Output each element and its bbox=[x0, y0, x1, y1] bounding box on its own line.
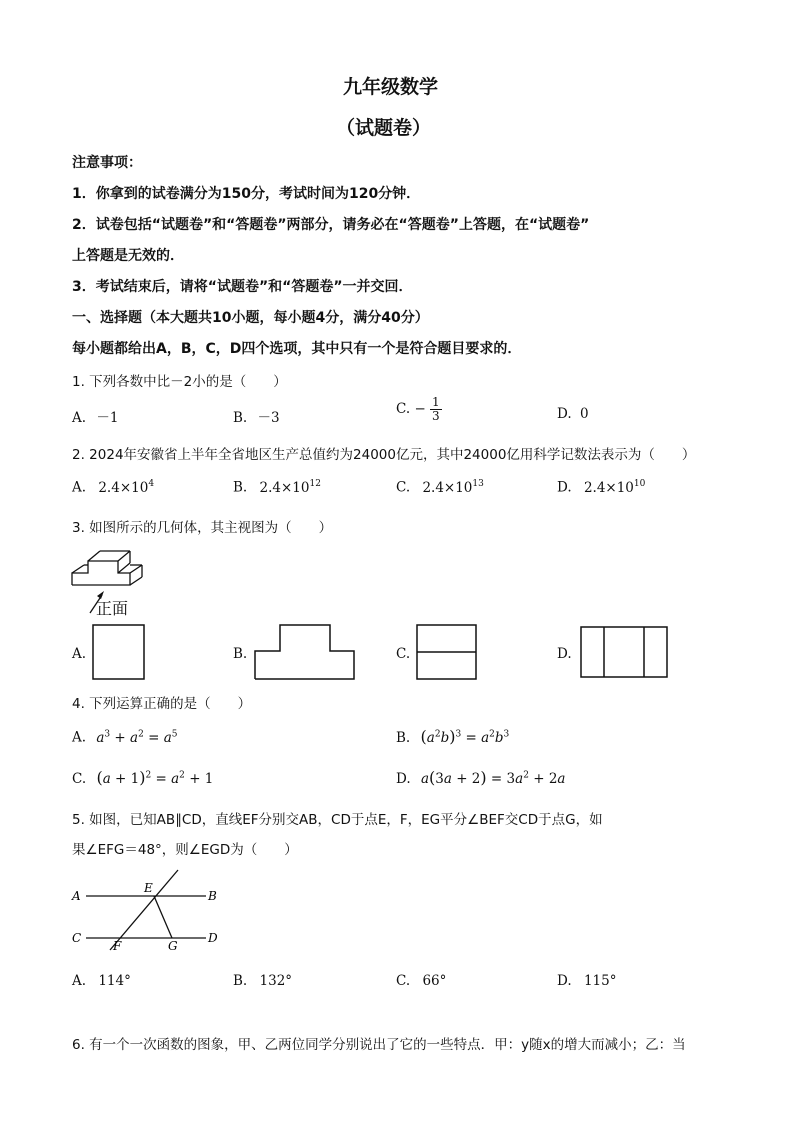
option-text: －1 bbox=[96, 410, 119, 426]
option-text: 0 bbox=[579, 406, 589, 422]
option-label: A. bbox=[72, 973, 87, 989]
q1-option-d bbox=[557, 406, 589, 422]
q3-option-b-label: B. bbox=[233, 646, 248, 662]
option-label: C. bbox=[396, 401, 411, 417]
q5-stem-line-1: 5. 如图，已知AB∥CD，直线EF分别交AB，CD于点E，F，EG平分∠BEF交CD于点G，如 bbox=[72, 812, 603, 828]
point-g-label: G bbox=[168, 939, 178, 953]
option-label: B. bbox=[233, 410, 248, 426]
point-b-label: B bbox=[208, 889, 217, 903]
option-label: A. bbox=[72, 410, 87, 426]
notice-heading: 注意事项： bbox=[72, 155, 142, 171]
option-label: C. bbox=[72, 771, 87, 787]
option-label: B. bbox=[233, 973, 248, 989]
point-f-label: F bbox=[113, 939, 122, 953]
option-text: 2.4×10 bbox=[422, 479, 473, 496]
option-label: C. bbox=[396, 479, 411, 496]
q2-option-c bbox=[396, 479, 484, 496]
exponent: 4 bbox=[148, 479, 155, 489]
exponent: 10 bbox=[633, 479, 646, 489]
front-view-label: 正面 bbox=[96, 599, 129, 618]
option-text: －3 bbox=[257, 410, 280, 426]
q3-stem: 3. 如图所示的几何体，其主视图为（ ） bbox=[72, 520, 333, 536]
notice-item-1: 1．你拿到的试卷满分为150分，考试时间为120分钟． bbox=[72, 186, 421, 202]
q3-option-a-figure bbox=[92, 624, 146, 682]
q3-option-c-figure bbox=[416, 624, 478, 682]
option-text: 115° bbox=[583, 973, 617, 989]
q4-option-c bbox=[72, 768, 213, 787]
exponent: 13 bbox=[472, 479, 484, 489]
q5-option-c bbox=[396, 973, 446, 989]
option-label: B. bbox=[396, 730, 411, 746]
option-text: 132° bbox=[259, 973, 293, 989]
option-label: A. bbox=[72, 479, 87, 496]
option-label: B. bbox=[233, 479, 248, 496]
option-label: D. bbox=[557, 973, 572, 989]
option-label: D. bbox=[396, 771, 411, 787]
option-expression: $a(3a + 2) = 3a^2 + 2a$ bbox=[420, 768, 566, 787]
option-expression: $(a^2b)^3 = a^2b^3$ bbox=[420, 727, 510, 746]
notice-item-3: 3．考试结束后，请将“试题卷”和“答题卷”一并交回． bbox=[72, 279, 413, 295]
q1-option-a bbox=[72, 406, 118, 426]
q5-stem-line-2: 果∠EFG＝48°，则∠EGD为（ ） bbox=[72, 842, 298, 858]
fraction-denominator: 3 bbox=[432, 409, 440, 423]
q4-option-d bbox=[396, 768, 565, 787]
minus-sign: − bbox=[414, 401, 426, 417]
point-e-label: E bbox=[144, 881, 153, 895]
option-label: D. bbox=[557, 406, 572, 422]
q3-option-c-label: C. bbox=[396, 646, 411, 662]
option-label: C. bbox=[396, 973, 411, 989]
page-subtitle: （试题卷） bbox=[336, 117, 432, 139]
page-title: 九年级数学 bbox=[343, 76, 439, 98]
q5-option-d bbox=[557, 973, 616, 989]
option-expression: $a^3 + a^2 = a^5$ bbox=[96, 729, 178, 746]
q6-stem: 6. 有一个一次函数的图象，甲、乙两位同学分别说出了它的一些特点．甲：y随x的增大而减小；乙：当 bbox=[72, 1037, 686, 1053]
q4-stem: 4. 下列运算正确的是（ ） bbox=[72, 696, 252, 712]
q3-option-a-label: A. bbox=[72, 646, 87, 662]
q3-option-d-label: D. bbox=[557, 646, 572, 662]
q2-stem: 2. 2024年安徽省上半年全省地区生产总值约为24000亿元，其中24000亿用科学记数法表示为（ ） bbox=[72, 447, 696, 463]
option-text: 114° bbox=[98, 973, 131, 989]
notice-item-2: 2．试卷包括“试题卷”和“答题卷”两部分，请务必在“答题卷”上答题，在“试题卷” bbox=[72, 217, 590, 233]
q2-option-a bbox=[72, 479, 154, 496]
option-text: 2.4×10 bbox=[259, 479, 310, 496]
q1-option-b bbox=[233, 406, 280, 426]
exponent: 12 bbox=[309, 479, 321, 489]
q1-option-c bbox=[396, 396, 442, 423]
q4-option-b bbox=[396, 727, 509, 746]
point-d-label: D bbox=[208, 931, 218, 945]
q3-option-d-figure bbox=[580, 626, 670, 680]
option-expression: $(a + 1)^2 = a^2 + 1$ bbox=[96, 768, 214, 787]
q3-option-b-figure bbox=[254, 624, 356, 682]
fraction bbox=[430, 396, 442, 423]
fraction-numerator: 1 bbox=[432, 395, 440, 409]
q5-parallel-lines-figure bbox=[68, 868, 230, 954]
option-text: 2.4×10 bbox=[98, 479, 149, 496]
section-heading: 一、选择题（本大题共10小题，每小题4分，满分40分） bbox=[72, 310, 429, 326]
q4-option-a bbox=[72, 729, 178, 746]
option-label: D. bbox=[557, 479, 572, 496]
point-c-label: C bbox=[72, 931, 82, 945]
q5-option-a bbox=[72, 973, 131, 989]
point-a-label: A bbox=[72, 889, 81, 903]
q1-stem: 1. 下列各数中比－2小的是（ ） bbox=[72, 374, 287, 390]
q2-option-d bbox=[557, 479, 645, 496]
q2-option-b bbox=[233, 479, 321, 496]
section-instruction: 每小题都给出A，B，C，D四个选项，其中只有一个是符合题目要求的． bbox=[72, 341, 522, 357]
q5-option-b bbox=[233, 973, 292, 989]
option-text: 2.4×10 bbox=[583, 479, 634, 496]
option-label: A. bbox=[72, 729, 87, 746]
option-text: 66° bbox=[422, 973, 447, 989]
notice-item-2-cont: 上答题是无效的． bbox=[72, 248, 184, 264]
